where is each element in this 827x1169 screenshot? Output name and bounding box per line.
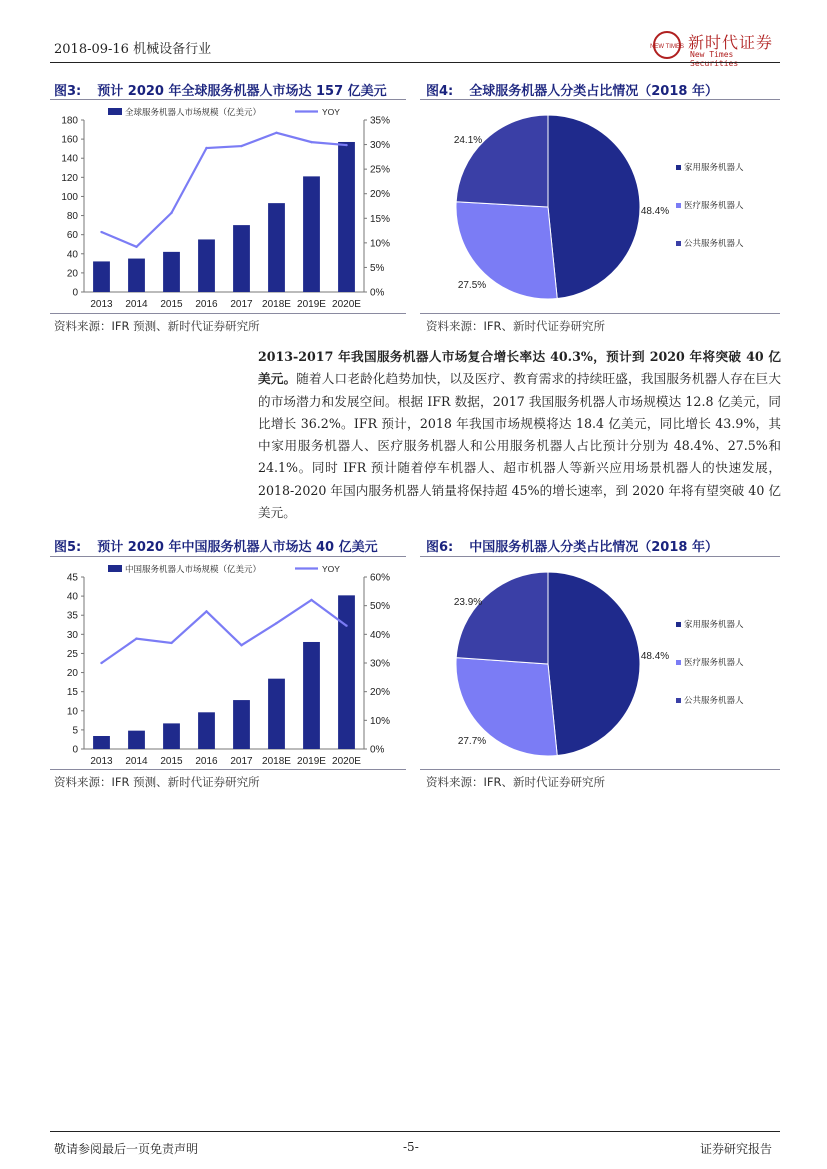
fig5-yoy-point [240, 644, 242, 646]
fig5-yoy-point [310, 599, 312, 601]
fig3-x-tick-label: 2018E [262, 299, 291, 310]
fig5-bar [338, 595, 355, 749]
fig5-x-tick-label: 2019E [297, 756, 326, 767]
fig3-y-tick-label: 160 [61, 134, 78, 146]
fig5-title [54, 536, 378, 555]
fig4-title-rule [420, 99, 780, 100]
company-logo [650, 30, 782, 68]
fig5-x-tick-label: 2015 [160, 756, 183, 767]
fig3-bar [268, 203, 285, 292]
fig3-y-tick-label: 120 [61, 172, 78, 184]
fig5-source: 资料来源：IFR 预测、新时代证券研究所 [54, 775, 260, 789]
fig5-x-tick-label: 2013 [90, 756, 113, 767]
fig5-x-tick-label: 2020E [332, 756, 361, 767]
fig5-yoy-point [345, 625, 347, 627]
fig4-slice [453, 115, 548, 207]
fig5-y2-tick-label: 40% [370, 629, 391, 641]
fig3-x-tick-label: 2020E [332, 299, 361, 310]
fig3-yoy-point [345, 144, 347, 146]
fig5-source-rule [50, 769, 406, 770]
fig5-x-tick-label: 2014 [125, 756, 148, 767]
fig5-x-tick-label: 2017 [230, 756, 253, 767]
fig3-y-tick-label: 80 [66, 211, 78, 223]
fig5-legend-bar-swatch [108, 565, 122, 572]
fig5-y-tick-label: 20 [66, 668, 78, 680]
fig4-legend-label: 公共服务机器人 [684, 238, 744, 248]
header-divider [50, 62, 780, 63]
fig3-bar [128, 259, 145, 292]
fig5-title-text: 预计 2020 年中国服务机器人市场达 40 亿美元 [97, 540, 378, 555]
fig5-legend-bar-label: 中国服务机器人市场规模（亿美元） [125, 564, 262, 574]
fig3-y-tick-label: 20 [66, 268, 78, 280]
fig5-title-rule [50, 556, 406, 557]
fig5-legend-line-label: YOY [322, 564, 340, 574]
paragraph-text: 随着人口老龄化趋势加快，以及医疗、教育需求的持续旺盛，我国服务机器人存在巨大的市场潜力和发展空间。根据 IFR 数据，2017 我国服务机器人市场规模达 12.8 亿美元，同比增长 36.2%。IFR 预计，2018 年我国市场规模将达 18.4 亿美元，同比增长 43.9%，其中家用服务机器人、医疗服务机器人和公用服务机器人占比预计分别为 48.4%、27.5%和 24.1%。同时 IFR 预计随着停车机器人、超市机器人等新兴应用场景机器人的快速发展，2018-2020 年国内服务机器人销量将保持超 45%的增长速率，到 2020 年将有望突破 40 亿美元。 [258, 371, 782, 521]
fig4-legend-label: 家用服务机器人 [684, 162, 744, 172]
fig4-legend-swatch [676, 165, 681, 170]
fig5-y-tick-label: 15 [66, 687, 78, 699]
fig3-x-tick-label: 2017 [230, 299, 253, 310]
fig3-y2-tick-label: 0% [370, 287, 385, 299]
fig6-slice [548, 572, 640, 756]
logo-seal-icon [652, 30, 682, 60]
fig3-bar [338, 142, 355, 292]
fig6-legend-swatch [676, 622, 681, 627]
fig3-legend-bar-label: 全球服务机器人市场规模（亿美元） [125, 107, 262, 117]
fig6-title [426, 536, 718, 555]
fig4-source: 资料来源：IFR、新时代证券研究所 [426, 319, 605, 333]
fig6-value-label: 23.9% [453, 597, 483, 608]
fig5-y2-tick-label: 60% [370, 572, 391, 584]
fig5-yoy-point [100, 662, 102, 664]
fig3-legend-line-label: YOY [322, 107, 340, 117]
fig6-value-label: 27.7% [457, 736, 487, 747]
fig5-yoy-point [170, 642, 172, 644]
fig4-title-text: 全球服务机器人分类占比情况（2018 年） [469, 84, 718, 99]
fig3-y-tick-label: 40 [66, 249, 78, 261]
fig4-legend-swatch [676, 203, 681, 208]
fig5-y-tick-label: 40 [66, 591, 78, 603]
fig6-number: 图6: [426, 540, 454, 555]
fig3-legend-bar-swatch [108, 108, 122, 115]
fig3-x-tick-label: 2016 [195, 299, 218, 310]
fig5-bar [303, 642, 320, 749]
fig5-y-tick-label: 45 [66, 572, 78, 584]
fig3-number: 图3: [54, 84, 82, 99]
fig4-source-rule [420, 313, 780, 314]
fig5-chart [50, 559, 406, 769]
logo-chinese: 新时代证券 [688, 33, 774, 52]
fig3-y2-tick-label: 20% [370, 189, 391, 201]
fig3-y-tick-label: 60 [66, 230, 78, 242]
fig3-y2-tick-label: 15% [370, 213, 391, 225]
fig5-y-tick-label: 35 [66, 610, 78, 622]
fig5-y-tick-label: 10 [66, 706, 78, 718]
fig6-slice [453, 572, 548, 664]
fig6-source-rule [420, 769, 780, 770]
fig6-title-text: 中国服务机器人分类占比情况（2018 年） [469, 540, 718, 555]
body-paragraph [258, 346, 781, 524]
fig3-bar [303, 176, 320, 292]
fig3-source-rule [50, 313, 406, 314]
fig3-bar [198, 239, 215, 292]
fig3-y-tick-label: 0 [72, 287, 78, 299]
fig5-bar [128, 731, 145, 749]
fig3-yoy-point [135, 246, 137, 248]
fig3-y2-tick-label: 35% [370, 115, 391, 127]
fig5-y-tick-label: 5 [72, 725, 78, 737]
footer-page-number: -5- [403, 1140, 419, 1154]
fig6-legend-label: 家用服务机器人 [684, 619, 744, 629]
fig5-y2-tick-label: 0% [370, 744, 385, 756]
fig3-yoy-point [170, 212, 172, 214]
fig4-slice [548, 115, 640, 299]
fig4-value-label: 24.1% [453, 135, 483, 146]
fig5-x-tick-label: 2016 [195, 756, 218, 767]
fig6-legend-swatch [676, 660, 681, 665]
fig5-bar [233, 700, 250, 749]
logo-english: New Times Securities [690, 50, 739, 68]
paragraph-lead: 2013-2017 年我国服务机器人市场复合增长率达 40.3%，预计到 2020 年将突破 40 亿美元。 [258, 349, 781, 387]
fig3-x-tick-label: 2013 [90, 299, 113, 310]
fig3-y2-tick-label: 25% [370, 164, 391, 176]
fig5-y-tick-label: 0 [72, 744, 78, 756]
fig4-legend-swatch [676, 241, 681, 246]
fig4-legend-label: 医疗服务机器人 [684, 200, 744, 210]
fig3-title [54, 80, 387, 99]
fig5-bar [93, 736, 110, 749]
fig5-y2-tick-label: 30% [370, 658, 391, 670]
fig5-y2-tick-label: 20% [370, 687, 391, 699]
fig3-bar [163, 252, 180, 292]
fig3-yoy-point [275, 132, 277, 134]
fig5-yoy-point [135, 637, 137, 639]
fig6-legend-label: 医疗服务机器人 [684, 657, 744, 667]
fig3-chart [50, 102, 406, 312]
fig4-number: 图4: [426, 84, 454, 99]
footer-disclaimer: 敬请参阅最后一页免责声明 [54, 1142, 199, 1156]
fig3-yoy-point [310, 141, 312, 143]
fig5-y-tick-label: 25 [66, 648, 78, 660]
fig3-y-tick-label: 180 [61, 115, 78, 127]
fig4-value-label: 48.4% [640, 206, 670, 217]
footer-divider [50, 1131, 780, 1132]
fig3-y-tick-label: 140 [61, 153, 78, 165]
fig6-legend-label: 公共服务机器人 [684, 695, 744, 705]
fig5-bar [163, 723, 180, 749]
fig5-yoy-point [205, 610, 207, 612]
fig4-value-label: 27.5% [457, 280, 487, 291]
fig3-title-text: 预计 2020 年全球服务机器人市场达 157 亿美元 [97, 84, 387, 99]
fig6-title-rule [420, 556, 780, 557]
fig5-y-tick-label: 30 [66, 629, 78, 641]
fig4-title [426, 80, 718, 99]
fig3-x-tick-label: 2019E [297, 299, 326, 310]
fig5-bar [268, 679, 285, 749]
fig4-chart [420, 102, 780, 312]
fig6-chart [420, 559, 780, 769]
fig3-yoy-point [240, 145, 242, 147]
fig3-bar [233, 225, 250, 292]
fig3-source: 资料来源：IFR 预测、新时代证券研究所 [54, 319, 260, 333]
fig6-legend-swatch [676, 698, 681, 703]
fig5-number: 图5: [54, 540, 82, 555]
fig3-x-tick-label: 2015 [160, 299, 183, 310]
fig5-x-tick-label: 2018E [262, 756, 291, 767]
fig5-y2-tick-label: 10% [370, 715, 391, 727]
header-date-industry: 2018-09-16 机械设备行业 [54, 42, 212, 57]
fig5-yoy-point [275, 622, 277, 624]
footer-report-type: 证券研究报告 [700, 1142, 773, 1156]
fig3-title-rule [50, 99, 406, 100]
fig3-yoy-point [205, 147, 207, 149]
fig5-bar [198, 712, 215, 749]
fig3-yoy-point [100, 231, 102, 233]
fig6-source: 资料来源：IFR、新时代证券研究所 [426, 775, 605, 789]
fig3-bar [93, 261, 110, 292]
fig3-y2-tick-label: 30% [370, 140, 391, 152]
fig3-y2-tick-label: 10% [370, 238, 391, 250]
fig3-y-tick-label: 100 [61, 191, 78, 203]
logo-seal-text: NEW TIMES [650, 44, 684, 50]
fig6-value-label: 48.4% [640, 651, 670, 662]
fig3-x-tick-label: 2014 [125, 299, 148, 310]
fig3-y2-tick-label: 5% [370, 262, 385, 274]
fig5-y2-tick-label: 50% [370, 601, 391, 613]
